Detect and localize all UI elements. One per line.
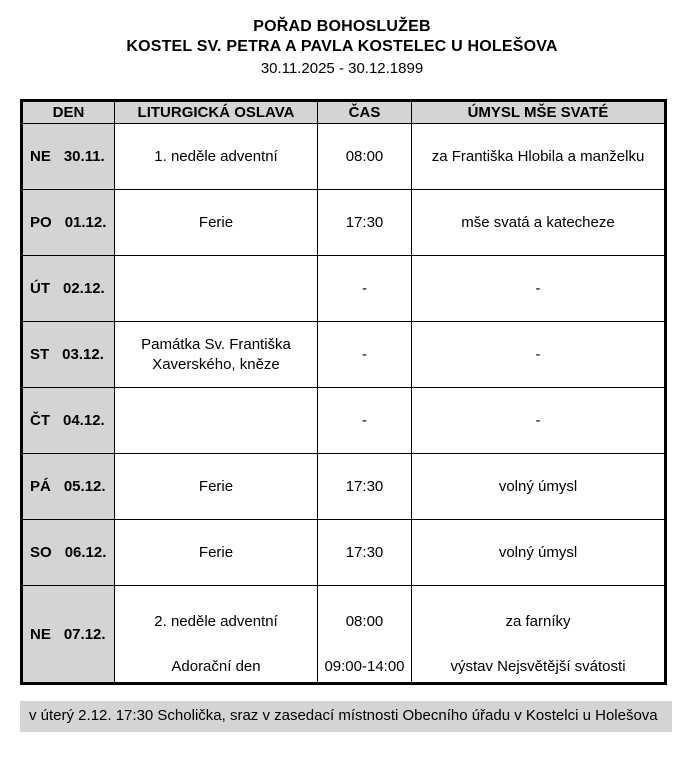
time-line-2: 09:00-14:00 — [324, 658, 405, 675]
day-date: 07.12. — [63, 625, 106, 643]
day-date: 03.12. — [62, 346, 104, 363]
intention-cell: - — [412, 388, 666, 454]
celebration-cell — [115, 388, 318, 454]
footer-note: v úterý 2.12. 17:30 Scholička, sraz v zasedací místnosti Obecního úřadu v Kostelci u Holešova — [20, 701, 672, 732]
intention-stack — [412, 586, 664, 681]
day-abbrev: SO — [30, 544, 52, 561]
intention-cell: volný úmysl — [412, 454, 666, 520]
table-row — [22, 520, 666, 586]
time-stack — [318, 586, 411, 681]
day-cell — [22, 322, 115, 388]
day-date: 04.12. — [63, 412, 105, 429]
day-cell — [22, 388, 115, 454]
intention-line-1: za farníky — [505, 613, 571, 630]
day-abbrev: ST — [30, 346, 50, 363]
day-abbrev: NE — [30, 625, 51, 643]
day-cell — [22, 124, 115, 190]
table-row — [22, 256, 666, 322]
time-cell: - — [318, 322, 412, 388]
day-abbrev: NE — [30, 148, 51, 165]
column-header-umysl: ÚMYSL MŠE SVATÉ — [412, 101, 666, 124]
page-subtitle: KOSTEL SV. PETRA A PAVLA KOSTELEC U HOLEŠOVA — [126, 38, 558, 55]
page-title: POŘAD BOHOSLUŽEB — [253, 18, 431, 35]
time-cell: - — [318, 256, 412, 322]
celebration-cell: 1. neděle adventní — [115, 124, 318, 190]
time-cell: 08:00 — [318, 124, 412, 190]
document-header — [0, 0, 684, 79]
intention-cell: za Františka Hlobila a manželku — [412, 124, 666, 190]
intention-cell — [412, 586, 666, 684]
date-range: 30.11.2025 - 30.12.1899 — [260, 60, 424, 77]
table-row — [22, 388, 666, 454]
column-header-den: DEN — [22, 101, 115, 124]
time-cell: - — [318, 388, 412, 454]
day-cell — [22, 454, 115, 520]
day-abbrev: PO — [30, 214, 52, 231]
day-date: 30.11. — [63, 148, 105, 165]
table-row — [22, 322, 666, 388]
celebration-cell: Ferie — [115, 454, 318, 520]
celebration-cell: Ferie — [115, 190, 318, 256]
day-abbrev: ÚT — [30, 280, 50, 297]
day-cell — [22, 256, 115, 322]
day-cell — [22, 586, 115, 684]
table-row — [22, 586, 666, 684]
schedule-table — [20, 99, 667, 685]
time-cell: 17:30 — [318, 190, 412, 256]
intention-line-2: výstav Nejsvětější svátosti — [450, 658, 626, 675]
day-abbrev: ČT — [30, 412, 50, 429]
day-cell — [22, 520, 115, 586]
table-header-row — [22, 101, 666, 124]
column-header-liturgicka-oslava: LITURGICKÁ OSLAVA — [115, 101, 318, 124]
day-date: 02.12. — [63, 280, 105, 297]
intention-cell: - — [412, 256, 666, 322]
celebration-cell — [115, 586, 318, 684]
time-line-1: 08:00 — [345, 613, 384, 630]
time-cell — [318, 586, 412, 684]
table-row — [22, 124, 666, 190]
celebration-line-2: Adorační den — [171, 658, 261, 675]
table-row — [22, 190, 666, 256]
intention-cell: - — [412, 322, 666, 388]
time-cell: 17:30 — [318, 520, 412, 586]
intention-cell: volný úmysl — [412, 520, 666, 586]
celebration-cell: Ferie — [115, 520, 318, 586]
day-cell — [22, 190, 115, 256]
column-header-cas: ČAS — [318, 101, 412, 124]
celebration-line-1: 2. neděle adventní — [154, 613, 278, 630]
day-abbrev: PÁ — [30, 478, 51, 495]
time-cell: 17:30 — [318, 454, 412, 520]
table-row — [22, 454, 666, 520]
celebration-stack — [115, 586, 317, 681]
day-date: 05.12. — [63, 478, 106, 495]
day-date: 01.12. — [64, 214, 107, 231]
day-date: 06.12. — [64, 544, 107, 561]
celebration-cell: Památka Sv. Františka Xaverského, kněze — [115, 322, 318, 388]
intention-cell: mše svatá a katecheze — [412, 190, 666, 256]
celebration-cell — [115, 256, 318, 322]
